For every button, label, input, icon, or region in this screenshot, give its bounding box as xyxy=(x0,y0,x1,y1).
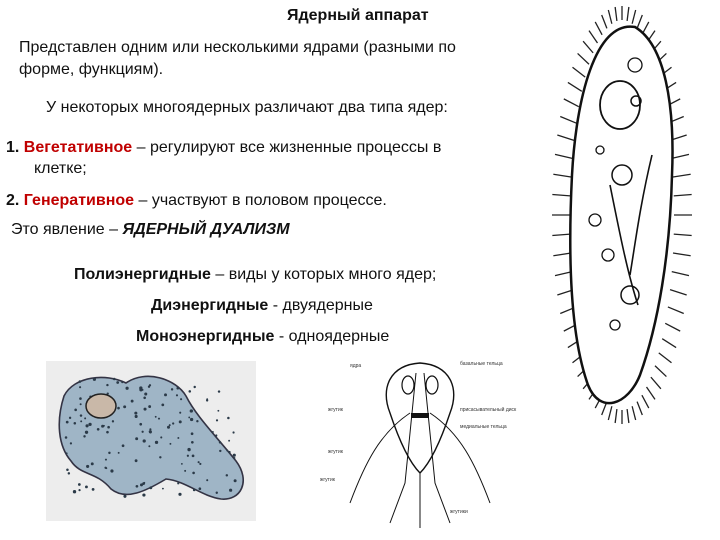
cilium xyxy=(627,7,629,21)
term-vegetative: Вегетативное xyxy=(23,139,133,156)
label-median-bodies: медиальные тельца xyxy=(460,424,507,430)
granule xyxy=(78,483,81,486)
granule xyxy=(135,415,138,418)
intro-line-1: Представлен одним или несколькими ядрами (разными по xyxy=(19,39,456,56)
cilium xyxy=(552,195,570,196)
granule xyxy=(118,452,120,454)
granule xyxy=(206,479,208,481)
granule xyxy=(107,426,110,429)
granule xyxy=(158,418,160,420)
intro-paragraph xyxy=(19,37,456,81)
granule xyxy=(68,472,70,474)
granule xyxy=(176,394,178,396)
cilium xyxy=(662,339,676,348)
cilium xyxy=(647,387,655,399)
two-types-text: У некоторых многоядерных различают два типа ядер: xyxy=(46,99,448,116)
cilium xyxy=(595,22,602,35)
granule xyxy=(140,483,143,486)
granule xyxy=(233,454,236,457)
list-text-continued: клетке; xyxy=(34,160,87,177)
list-item-vegetative xyxy=(6,137,441,179)
giardia-illustration xyxy=(310,353,530,533)
cilium xyxy=(564,99,579,107)
cilium xyxy=(655,366,666,377)
granule xyxy=(184,470,186,472)
granule xyxy=(190,409,193,412)
definition-text: – виды у которых много ядер; xyxy=(210,266,437,283)
list-text: – регулируют все жизненные процессы в xyxy=(132,139,442,156)
granule xyxy=(93,378,96,381)
granule xyxy=(192,454,195,457)
granule xyxy=(106,384,108,386)
giardia-nucleus-right xyxy=(426,376,438,394)
cilium xyxy=(578,53,589,64)
granule xyxy=(187,448,190,451)
granule xyxy=(134,412,137,415)
granule xyxy=(70,442,72,444)
granule xyxy=(112,420,114,422)
granule xyxy=(219,441,221,443)
granule xyxy=(167,426,170,429)
cilium xyxy=(637,15,642,28)
label-basal-bodies: базальные тельца xyxy=(460,361,503,367)
granule xyxy=(139,386,142,389)
granule xyxy=(226,449,228,451)
label-flagellum: жгутик xyxy=(328,407,343,413)
cilium xyxy=(573,67,586,77)
granule xyxy=(86,465,89,468)
granule xyxy=(97,428,100,431)
granule xyxy=(148,405,151,408)
dualism-line xyxy=(11,221,290,239)
list-text: – участвуют в половом процессе. xyxy=(134,192,387,209)
cilium xyxy=(589,31,597,43)
granule xyxy=(149,486,152,489)
granule xyxy=(193,386,195,388)
granule xyxy=(113,378,116,381)
granule xyxy=(233,457,235,459)
label-flagella: жгутики xyxy=(450,509,468,515)
granule xyxy=(80,403,82,405)
cilium xyxy=(627,409,629,423)
cilium xyxy=(615,7,617,21)
granule xyxy=(144,408,147,411)
granule xyxy=(144,392,147,395)
granule xyxy=(78,489,80,491)
cilium xyxy=(632,406,636,420)
granule xyxy=(135,437,138,440)
granule xyxy=(121,381,123,383)
granule xyxy=(104,467,106,469)
granule xyxy=(143,482,145,484)
granule xyxy=(164,393,167,396)
cilium xyxy=(674,195,692,196)
granule xyxy=(227,417,230,420)
granule xyxy=(190,418,193,421)
granule xyxy=(142,431,144,433)
cilium xyxy=(670,290,687,295)
granule xyxy=(192,472,195,475)
definition-term: Моноэнергидные xyxy=(136,328,275,345)
cilium xyxy=(665,323,680,331)
granule xyxy=(218,390,220,392)
granule xyxy=(187,455,189,457)
granule xyxy=(228,451,230,453)
granule xyxy=(172,422,174,424)
granule xyxy=(180,398,182,400)
cilium xyxy=(672,154,689,158)
paramecium-body xyxy=(570,27,672,404)
granule xyxy=(92,488,95,491)
granule xyxy=(85,485,88,488)
granule xyxy=(73,490,76,493)
cilium xyxy=(560,116,576,123)
granule xyxy=(79,380,82,383)
definition-mono xyxy=(136,328,389,346)
granule xyxy=(85,424,88,427)
granule xyxy=(79,386,81,388)
cilium xyxy=(553,174,571,177)
granule xyxy=(149,428,151,430)
label-nuclei: ядра xyxy=(350,363,362,369)
granule xyxy=(216,419,218,421)
granule xyxy=(66,421,69,424)
granule xyxy=(117,407,120,410)
granule xyxy=(189,390,192,393)
definition-text: - двуядерные xyxy=(268,297,373,314)
granule xyxy=(212,431,214,433)
granule xyxy=(139,423,142,426)
granule xyxy=(191,432,194,435)
cilium xyxy=(674,234,692,235)
granule xyxy=(155,416,157,418)
granule xyxy=(219,450,221,452)
granule xyxy=(234,479,237,482)
granule xyxy=(131,400,134,403)
giardia-flagella xyxy=(350,373,490,528)
granule xyxy=(142,493,145,496)
granule xyxy=(88,423,91,426)
cilium xyxy=(659,353,672,363)
cilium xyxy=(555,154,572,158)
granule xyxy=(169,424,171,426)
definition-text: - одноядерные xyxy=(274,328,390,345)
dualism-term: ЯДЕРНЫЙ ДУАЛИЗМ xyxy=(122,221,290,238)
granule xyxy=(160,436,162,438)
cilium xyxy=(552,234,570,235)
granule xyxy=(171,388,173,390)
label-adhesive-disc: присасывательный диск xyxy=(460,407,517,413)
granule xyxy=(229,489,232,492)
term-generative: Генеративное xyxy=(23,192,135,209)
granule xyxy=(143,397,146,400)
granule xyxy=(148,445,150,447)
cilium xyxy=(637,402,642,415)
granule xyxy=(179,412,181,414)
granule xyxy=(199,463,201,465)
granule xyxy=(80,420,82,422)
granule xyxy=(193,489,196,492)
granule xyxy=(143,439,146,442)
granule xyxy=(85,431,88,434)
granule xyxy=(226,474,228,476)
cilium xyxy=(608,406,612,420)
granule xyxy=(84,417,86,419)
granule xyxy=(196,420,198,422)
granule xyxy=(215,434,217,436)
giardia-nucleus-left xyxy=(402,376,414,394)
granule xyxy=(135,459,138,462)
cilium xyxy=(632,10,636,24)
granule xyxy=(159,456,161,458)
granule xyxy=(181,463,183,465)
amoeba-illustration xyxy=(46,361,256,521)
granule xyxy=(69,417,71,419)
cilium xyxy=(668,307,684,314)
cilium xyxy=(651,377,661,389)
granule xyxy=(179,420,182,423)
paramecium-illustration xyxy=(540,5,720,435)
granule xyxy=(103,425,105,427)
granule xyxy=(80,414,82,416)
granule xyxy=(116,381,119,384)
granule xyxy=(66,452,68,454)
cilium xyxy=(673,174,691,177)
granule xyxy=(79,397,82,400)
label-flagellum: жгутик xyxy=(320,477,335,483)
cilium xyxy=(602,15,607,28)
cilium xyxy=(615,409,617,423)
dualism-prefix: Это явление – xyxy=(11,221,123,238)
granule xyxy=(125,387,128,390)
granule xyxy=(177,482,179,484)
median-bodies xyxy=(411,413,429,418)
granule xyxy=(206,399,208,401)
granule xyxy=(74,422,77,425)
list-number: 1. xyxy=(6,139,20,156)
list-item-generative xyxy=(6,190,387,211)
granule xyxy=(176,387,179,390)
cilium xyxy=(553,253,571,256)
granule xyxy=(232,431,234,433)
cilium xyxy=(608,10,612,24)
granule xyxy=(155,441,158,444)
cilium xyxy=(672,272,689,276)
granule xyxy=(149,431,152,434)
granule xyxy=(177,437,179,439)
granule xyxy=(91,462,94,465)
granule xyxy=(161,403,164,406)
granule xyxy=(148,386,150,388)
granule xyxy=(65,436,68,439)
intro-line-2: форме, функциям). xyxy=(19,61,164,78)
granule xyxy=(123,495,126,498)
granule xyxy=(136,485,139,488)
page-title: Ядерный аппарат xyxy=(287,7,429,24)
granule xyxy=(228,440,230,442)
cilium xyxy=(642,395,649,408)
granule xyxy=(110,469,113,472)
granule xyxy=(74,409,77,412)
definition-term: Диэнергидные xyxy=(151,297,269,314)
granule xyxy=(178,493,181,496)
granule xyxy=(105,459,107,461)
granule xyxy=(162,488,164,490)
granule xyxy=(188,416,190,418)
list-number: 2. xyxy=(6,192,20,209)
cilium xyxy=(568,82,582,91)
label-flagellum: жгутик xyxy=(328,449,343,455)
granule xyxy=(106,431,109,434)
definition-poly xyxy=(74,266,436,284)
granule xyxy=(199,487,202,490)
definition-term: Полиэнергидные xyxy=(74,266,211,283)
granule xyxy=(108,452,110,454)
granule xyxy=(169,443,171,445)
granule xyxy=(66,468,69,471)
granule xyxy=(83,435,85,437)
cilium xyxy=(673,253,691,256)
granule xyxy=(122,444,125,447)
definition-di xyxy=(151,297,373,315)
granule xyxy=(216,492,218,494)
granule xyxy=(191,441,194,444)
granule xyxy=(123,405,126,408)
granule xyxy=(198,461,200,463)
amoeba-nucleus xyxy=(86,394,116,418)
granule xyxy=(217,410,219,412)
cilium xyxy=(557,135,574,140)
cilium xyxy=(583,41,593,53)
